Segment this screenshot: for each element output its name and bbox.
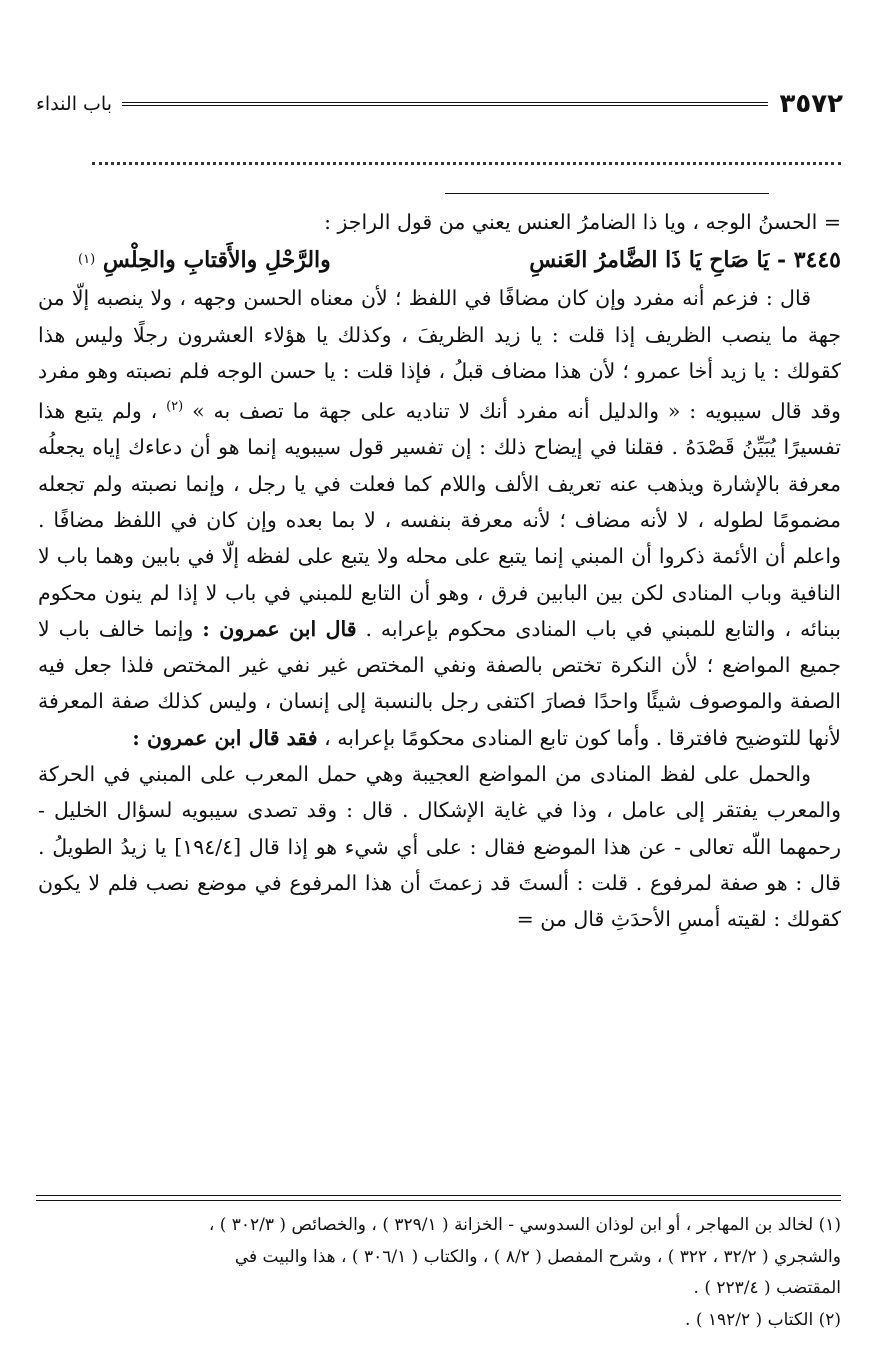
footnote-1-line-3: المقتضب ( ٢٢٣/٤ ) . [693,1278,841,1298]
page-number: ٣٥٧٢ [779,89,843,119]
paragraph-2: والحمل على لفظ المنادى من المواضع العجيبة وهي حمل المعرب على المبني في الحركة والمعرب يفتقر إلى عامل ، وذا في غاية الإشكال . قال : وقد تصدى سيبويه لسؤال الخليل - رحمهما اللّه تعالى - عن هذا الموضع فقال : على أي شيء هو إذا قال [١٩٤/٤] يا زيدُ الطويلُ . قال : هو صفة لمرفوع . قلت : ألستَ قد زعمتَ أن هذا المرفوع في موضع نصب فلم لا يكون كقولك : لقيته أمسِ الأحدَثِ قال من = [38,761,841,932]
paragraph-1-part-c: وإنما خالف باب لا جميع المواضع ؛ لأن النكرة تختص بالصفة ونفي المختص غير نفي غير المختص فلذا جعل فيه الصفة والموصوف شيئًا واحدًا فصارَ اكتفى رجل بالنسبة إلى إنسان ، وليس كذلك صفة المعرفة لأنها للتوضيح فافترقا . وأما كون تابع المنادى محكومًا بإعرابه ، [38,616,841,750]
main-text [38,204,841,937]
dotted-separator [92,162,841,165]
footnotes [38,1210,841,1336]
verse-number: ٣٤٤٥ - [776,247,841,274]
footnote-separator [36,1195,841,1201]
paragraph-1-part-b: ، ولم يتبع هذا تفسيرًا يُبَيِّنُ قَصْدَهُ . فقلنا في إيضاح ذلك : إن تفسير قول سيبويه إنما هو أن دعاءك إياه يجعلُه معرفة بالإشارة ويذهب عنه تعريف الألف واللام كما فعلت في يا رجل ، وإنما نصبته ولم تجعله مضمومًا لطوله ، لا لأنه مضاف ؛ لأنه معرفة بنفسه ، لا بما بعده وإن كان في اللفظ مضافًا . واعلم أن الأئمة ذكروا أن المبني إنما يتبع على محله ولا يتبع على لفظه إلّا في بابين وهما باب لا النافية وباب المنادى لكن بين البابين فرق ، وهو أن التابع للمبني في باب لا إذا لم ينون محكوم ببنائه ، والتابع للمبني في باب المنادى محكوم بإعرابه . [38,399,841,641]
intro-line: = الحسنُ الوجه ، ويا ذا الضامرُ العنس يعني من قول الراجز : [324,210,841,234]
header-double-rule [122,102,768,106]
footnote-1-line-2: والشجري ( ٣٢/٢ ، ٣٢٢ ) ، وشرح المفصل ( ٨/٢ ) ، والكتاب ( ٣٠٦/١ ) ، هذا والبيت في [234,1246,841,1267]
verse-second-half [78,240,331,280]
page-header [36,86,843,122]
footnote-1-line-1: (١) لخالد بن المهاجر ، أو ابن لوذان السدوسي - الخزانة ( ٣٢٩/١ ) ، والخصائص ( ٣٠٢/٣ ) ، [208,1215,841,1235]
paragraph-1-part-a: قال : فزعم أنه مفرد وإن كان مضافًا في اللفظ ؛ لأن معناه الحسن وجهه ، ولا ينصبه إلّا من جهة ما ينصب الظريف إذا قلت : يا زيد الظريفَ ، وكذلك يا هؤلاء العشرون رجلًا وليس هذا كقولك : يا زيد أخا عمرو ؛ لأن هذا مضاف قبلُ ، فإذا قلت : يا حسن الوجه فلم نصبته وهو مفرد وقد قال سيبويه : « والدليل أنه مفرد أنك لا تناديه على جهة ما تصف به » [38,286,841,424]
short-separator-rule [445,193,769,194]
verse-hemistich-2: والرَّحْلِ والأَقتابِ والحِلْسِ [102,247,331,274]
chapter-title: باب النداء [36,93,112,115]
verse-line [38,240,841,280]
paragraph-1 [38,280,841,756]
verse-first-half [529,240,841,280]
speaker-ibn-amrun-2: فقد قال ابن عمرون : [132,725,318,750]
footnote-2: (٢) الكتاب ( ١٩٢/٢ ) . [685,1309,841,1330]
speaker-ibn-amrun-1: قال ابن عمرون : [202,616,357,641]
verse-hemistich-1: يَا صَاحِ يَا ذَا الضَّامرُ العَنسِ [529,247,770,274]
footnote-ref-2: (٢) [166,399,184,415]
footnote-ref-1: (١) [78,252,96,268]
